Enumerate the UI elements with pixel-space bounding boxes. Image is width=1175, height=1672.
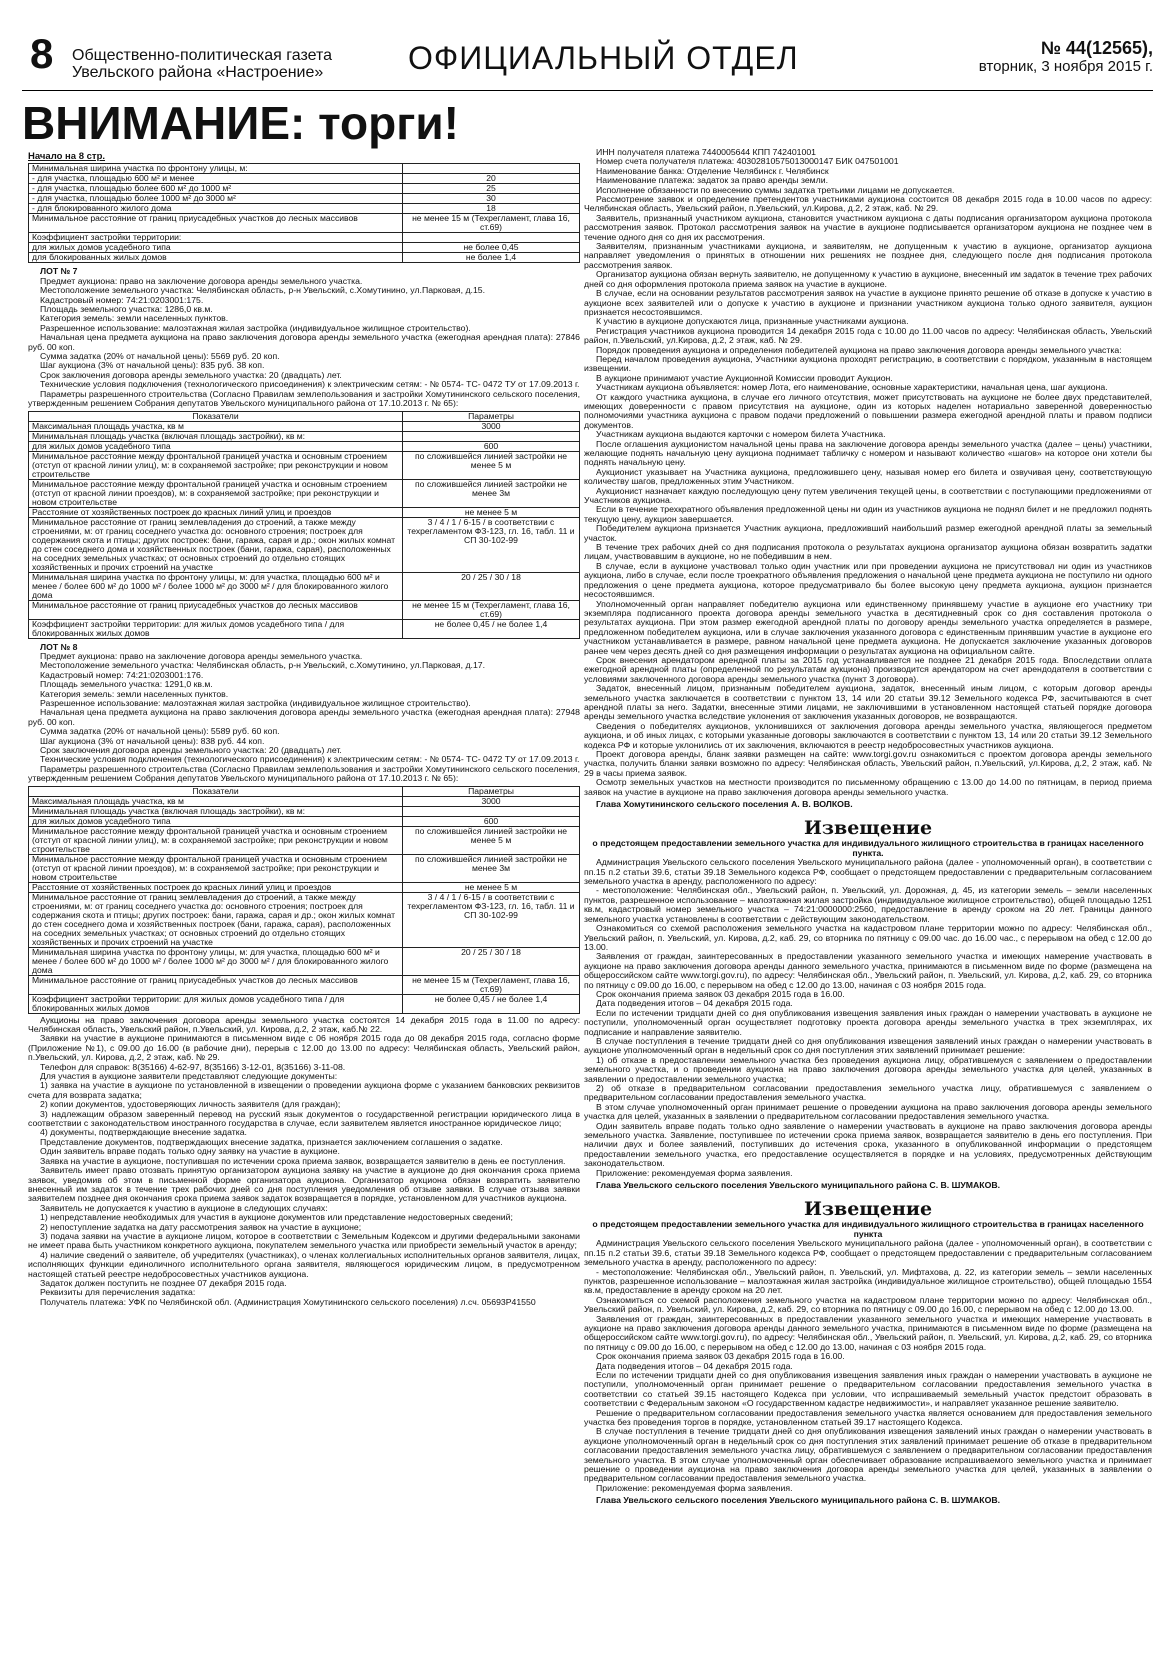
notice-2-paragraph: Заявления от граждан, заинтересованных в предоставлении указанного земельного участка и имеющих намерение участвовать в аукционе на право заключения договора аренды данного земельного участка, принимаются в письменном виде по форме (размещена на общероссийском сайте www.torgi.gov.ru), по адресу: Челябинская обл., Увельский район, п. Увельский, ул. Кирова, д.2, каб. 29, со вторника по пятницу с 09.00 до 16.00, с перерывом на обед с 12.00 до 13.00, начиная с 03 ноября 2015 года. (584, 1313, 1152, 1352)
terms-paragraph: 4) наличие сведений о заявителе, об учредителях (участниках), о членах коллегиальных исполнительных органов заявителя, лицах, исполняющих функции единоличного исполнительного органа заявителя, являющегося юридическим лицом, в предусмотренном настоящей статьей реестре недобросовестных участников аукциона. (28, 1249, 580, 1279)
procedure-paragraph: Наименование банка: Отделение Челябинск г. Челябинск (596, 165, 829, 176)
page-number: 8 (30, 30, 54, 77)
issue-number: № 44(12565), (1040, 38, 1153, 58)
lot7-paragraph: Начальная цена предмета аукциона на право заключения договора аренды земельного участка (ежегодная арендная плата): 27846 руб. 00 коп. (28, 332, 580, 352)
lot8-paragraph: Срок заключения договора аренды земельного участка: 20 (двадцать) лет. (40, 744, 342, 755)
param-value: по сложившейся линией застройки не менее 5 м (403, 826, 580, 854)
lot7-paragraph: Параметры разрешенного строительства (Согласно Правилам землепользования и застройки Хомутининского сельского поселения, утвержденным решением Собрания депутатов Увельского муниципального района от 17.10.2013 г. № 65): (28, 388, 580, 409)
procedure-paragraph: Аукционист назначает каждую последующую цену путем увеличения текущей цены, в соответствии с поступающими предложениями от Участников аукциона. (584, 485, 1152, 506)
notice-1-paragraph: 1) об отказе в предоставлении земельного участка без проведения аукциона лицу, обратившемуся с заявлением о предоставлении земельного участка, и о проведении аукциона на право заключения договора аренды земельного участка для целей, указанных в заявлении о предоставлении земельного участка; (584, 1054, 1152, 1084)
notice-2-paragraph: Срок окончания приема заявок 03 декабря 2015 года в 16.00. (596, 1351, 845, 1362)
param-value: 600 (403, 816, 580, 826)
auction-terms (28, 1016, 580, 1308)
param-value: 3 / 4 / 1 / 6-15 / в соответствии с техрегламентом ФЗ-123, гл. 16, табл. 11 и СП 30-102-99 (403, 892, 580, 947)
lot7-title: ЛОТ № 7 (40, 266, 78, 277)
lot7-paragraph: Местоположение земельного участка: Челябинская область, р-н Увельский, с.Хомутинино, ул.Парковая, д.15. (40, 285, 486, 296)
param-value (403, 431, 580, 441)
notice-2-paragraph: Решение о предварительном согласовании предоставления земельного участка является основанием для предоставления земельного участка без проведения торгов в порядке, установленном статьей 39.17 настоящего Кодекса. (584, 1407, 1152, 1427)
terms-paragraph: Аукционы на право заключения договора аренды земельного участка состоятся 14 декабря 2015 года в 11.00 по адресу: Челябинская область, Увельский район, п.Увельский, ул. Кирова, д.2, 2 этаж, каб.№ 22. (28, 1014, 580, 1034)
table-row (29, 479, 580, 507)
lot8-details (28, 652, 580, 784)
procedure-paragraph: В случае, если в аукционе участвовал только один участник или при проведении аукциона не присутствовал ни один из участников аукциона, либо в случае, если после троекратного объявления предложения о начальной цене предмета аукциона не поступило ни одного предложения о цене предмета аукциона, которое предусматривало бы более высокую цену предмета аукциона, аукцион признается несостоявшимся. (584, 560, 1152, 600)
param-name: - для участка, площадью более 1000 м² до 3000 м² (29, 194, 403, 204)
param-name: Минимальное расстояние от границ приусадебных участков до лесных массивов (29, 600, 403, 619)
notice-1-title: Извещение (803, 817, 933, 840)
param-name: Минимальная площадь участка (включая площадь застройки), кв м: (29, 806, 403, 816)
procedure-paragraph: После оглашения аукционистом начальной цены права на заключение договора аренды земельного участка (далее – цены) участники, желающие поднять начальную цену аукциона поднимает табличку с номером и называют количество «шагов» на которое они хотели бы поднять начальную цену. (584, 438, 1152, 468)
terms-paragraph: Реквизиты для перечисления задатка: (40, 1287, 196, 1298)
paper-name (72, 47, 332, 81)
param-name: для жилых домов усадебного типа (29, 243, 403, 253)
param-name: Коэффициент застройки территории: для жилых домов усадебного типа / для блокированных жилых домов (29, 619, 403, 638)
lot7-paragraph: Площадь земельного участка: 1286,0 кв.м. (40, 304, 213, 315)
terms-paragraph: Задаток должен поступить не позднее 07 декабря 2015 года. (40, 1277, 287, 1288)
procedure-paragraph: Порядок проведения аукциона и определения победителей аукциона на право заключения договора аренды земельного участка: (596, 344, 1122, 355)
table-row (29, 431, 580, 441)
lot7-details (28, 277, 580, 409)
table-row (29, 600, 580, 619)
table-head-indicator: Показатели (29, 786, 403, 796)
terms-paragraph: Заявки на участие в аукционе принимаются в письменном виде с 06 ноября 2015 года до 08 декабря 2015 года, согласно форме (Приложение №1), с 09.00 до 16.00 (в рабочие дни), перерыв с 12.00 до 13.00 по адресу: Челябинская область, Увельский район, п.Увельский, ул. Кирова, д.2, 2 этаж, каб. № 29. (28, 1033, 580, 1063)
left-column (28, 152, 580, 1664)
lot8-paragraph: Кадастровый номер: 74:21:0203001:176. (40, 669, 204, 680)
param-value: 20 / 25 / 30 / 18 (403, 572, 580, 600)
procedure-paragraph: Заявитель, признанный участником аукциона, становится участником аукциона с даты подписания организатором аукциона протокола рассмотрения заявок. Протокол рассмотрения заявок на участие в аукционе подписывается организатором аукциона не позднее чем в течение одного дня со дня их рассмотрения. (584, 212, 1152, 242)
table-row (29, 806, 580, 816)
table-row (29, 572, 580, 600)
terms-paragraph: Получатель платежа: УФК по Челябинской обл. (Администрация Хомутининского сельского поселения) л.сч. 05693Р41550 (40, 1296, 536, 1307)
table-row (29, 947, 580, 975)
param-name: Минимальное расстояние между фронтальной границей участка и основным строением (отступ от красной линии проездов), м: в сохраняемой застройке; при реконструкции и новом строительстве (29, 479, 403, 507)
lot7-paragraph: Сумма задатка (20% от начальной цены): 5569 руб. 20 коп. (40, 351, 280, 362)
page-header (0, 0, 1175, 92)
param-value: не более 1,4 (403, 253, 580, 263)
param-name: для жилых домов усадебного типа (29, 816, 403, 826)
lot7-paragraph: Шаг аукциона (3% от начальной цены): 835 руб. 38 коп. (40, 360, 265, 371)
notice-2-paragraph: Ознакомиться со схемой расположения земельного участка на кадастровом плане территории можно по адресу: Челябинская обл., Увельский район, п. Увельский, ул. Кирова, д.2, каб. 29, со вторника по пятницу с 09.00 до 16.00, с перерывом на обед с 12.00 до 13.00. (584, 1294, 1152, 1315)
param-name: Максимальная площадь участка, кв м (29, 796, 403, 806)
procedure-paragraph: Наименование платежа: задаток за право аренды земли. (596, 175, 828, 186)
table-row (29, 854, 580, 882)
table-row (29, 882, 580, 892)
param-value: 3000 (403, 421, 580, 431)
notice-1-signature: Глава Увельского сельского поселения Увельского муниципального района С. В. ШУМАКОВ. (596, 1180, 1001, 1191)
notice-1-body (584, 858, 1152, 1178)
procedure-paragraph: От каждого участника аукциона, в случае его личного отсутствия, может присутствовать на аукционе не более двух представителей, имеющих доверенности с правом присутствия на аукционе, один из которых наделен нотариально заверенной доверенностью полномочиями участника аукциона с правом подачи предложений о повышении размера ежегодной арендной платы и правом подписи документов. (584, 391, 1152, 430)
param-name: - для блокированного жилого дома (29, 204, 403, 214)
signature-volkov: Глава Хомутининского сельского поселения А. В. ВОЛКОВ. (596, 799, 853, 810)
terms-paragraph: 2) копии документов, удостоверяющих личность заявителя (для граждан); (40, 1099, 341, 1110)
procedure-paragraph: В течение трех рабочих дней со дня подписания протокола о результатах аукциона организатор аукциона обязан возвратить задатки лицам, участвовавшим в аукционе, но не победившим в нем. (584, 542, 1152, 562)
param-value: не менее 15 м (Техрегламент, глава 16, ст.69) (403, 975, 580, 994)
param-value: не менее 5 м (403, 882, 580, 892)
lot8-paragraph: Местоположение земельного участка: Челябинская область, р-н Увельский, с.Хомутинино, ул.Парковая, д.17. (40, 660, 486, 671)
terms-paragraph: 4) документы, подтверждающие внесение задатка. (40, 1127, 247, 1138)
terms-paragraph: Заявитель не допускается к участию в аукционе в следующих случаях: (40, 1202, 328, 1213)
lot8-paragraph: Параметры разрешенного строительства (Согласно Правилам землепользования и застройки Хомутининского сельского поселения, утвержденным решением Собрания депутатов Увельского муниципального района от 17.10.2013 г. № 65): (28, 763, 580, 784)
table-row (29, 507, 580, 517)
procedure-paragraph: Участникам аукциона объявляется: номер Лота, его наименование, основные характеристики, начальная цена, шаг аукциона. (596, 382, 1108, 393)
lot8-paragraph: Начальная цена предмета аукциона на право заключения договора аренды земельного участка (ежегодная арендная плата): 27948 руб. 00 коп. (28, 707, 580, 727)
param-name: Расстояние от хозяйственных построек до красных линий улиц и проездов (29, 507, 403, 517)
param-name: Максимальная площадь участка, кв м (29, 421, 403, 431)
terms-paragraph: Заявка на участие в аукционе, поступившая по истечении срока приема заявок, возвращается заявителю в день ее поступления. (40, 1155, 566, 1166)
notice-2-paragraph: Администрация Увельского сельского поселения Увельского муниципального района (далее - уполномоченный орган), в соответствии с пп.15 п.2 статьи 39.6, статьи 39.18 Земельного кодекса РФ, сообщает о предстоящем предоставлении с предварительным согласованием земельного участка в аренду, расположенного по адресу: (584, 1238, 1152, 1268)
lot7-paragraph: Предмет аукциона: право на заключение договора аренды земельного участка. (40, 275, 363, 286)
lot7-paragraph: Срок заключения договора аренды земельного участка: 20 (двадцать) лет. (40, 369, 342, 380)
table-row (29, 517, 580, 572)
param-name: Минимальное расстояние от границ приусадебных участков до лесных массивов (29, 214, 403, 233)
table-row (29, 892, 580, 947)
table-row (29, 194, 580, 204)
procedure-paragraph: Номер счета получателя платежа: 40302810575013000147 БИК 047501001 (596, 156, 899, 167)
table-row (29, 174, 580, 184)
param-value: по сложившейся линией застройки не менее 3м (403, 854, 580, 882)
issue-date: вторник, 3 ноября 2015 г. (978, 58, 1153, 75)
table-head-params: Параметры (403, 786, 580, 796)
param-value: 3 / 4 / 1 / 6-15 / в соответствии с техрегламентом ФЗ-123, гл. 16, табл. 11 и СП 30-102-99 (403, 517, 580, 572)
table-row (29, 214, 580, 233)
table-row (29, 421, 580, 431)
lot7-params-table (28, 411, 580, 639)
notice-1-paragraph: Дата подведения итогов – 04 декабря 2015 года. (596, 998, 793, 1009)
lot8-paragraph: Разрешенное использование: малоэтажная жилая застройка (индивидуальное жилищное строительство). (40, 697, 471, 708)
param-value: не менее 15 м (Техрегламент, глава 16, ст.69) (403, 600, 580, 619)
table-row (29, 451, 580, 479)
notice-1-paragraph: Ознакомиться со схемой расположения земельного участка на кадастровом плане территории можно по адресу: Челябинская обл., Увельский район, п. Увельский, ул. Кирова, д.2, каб. 29, со вторника по пятницу с 09.00 час. до 16.00 час., с перерывом на обед с 12.00 до 13.00. (584, 923, 1152, 952)
lot8-params-table (28, 786, 580, 1014)
lot8-paragraph: Категория земель: земли населенных пунктов. (40, 688, 229, 699)
param-value: 20 (403, 174, 580, 184)
auction-procedure (584, 148, 1152, 797)
param-value: не менее 5 м (403, 507, 580, 517)
table-row (29, 816, 580, 826)
procedure-paragraph: Заявителям, признанным участниками аукциона, и заявителям, не допущенным к участию в аукционе, организатор аукциона направляет уведомления о принятых в отношении них решениях не позднее дня, следующего после дня подписания протокола рассмотрения заявок. (584, 241, 1152, 270)
param-value (403, 164, 580, 174)
notice-1-paragraph: Приложение: рекомендуемая форма заявления. (596, 1167, 793, 1178)
lot8-paragraph: Площадь земельного участка: 1291,0 кв.м. (40, 679, 213, 690)
param-name: Минимальная ширина участка по фронтону улицы, м: для участка, площадью 600 м² и менее / более 600 м² до 1000 м² / более 1000 м² до 3000 м² / для блокированного жилого дома (29, 947, 403, 975)
param-value: не более 0,45 / не более 1,4 (403, 994, 580, 1013)
param-value: не более 0,45 (403, 243, 580, 253)
param-name: для блокированных жилых домов (29, 253, 403, 263)
table-row (29, 243, 580, 253)
lot8-paragraph: Предмет аукциона: право на заключение договора аренды земельного участка. (40, 650, 363, 661)
notice-1-subtitle: о предстоящем предоставлении земельного участка для индивидуального жилищного строительства в границах населенного пункта. (592, 838, 1144, 858)
lot8-paragraph: Сумма задатка (20% от начальной цены): 5589 руб. 60 коп. (40, 726, 280, 737)
notice-2-paragraph: Если по истечении тридцати дней со дня опубликования извещения заявления иных граждан о намерении участвовать в аукционе не поступили, уполномоченный орган принимает решение о предварительном согласовании предоставления земельного участка в соответствии со статьей 39.15 настоящего Кодекса при условии, что испрашиваемый земельный участок предстоит образовать в соответствии с Федеральным законом «О государственном кадастре недвижимости», и направляет указанное решение заявителю. (584, 1369, 1152, 1409)
procedure-paragraph: Если в течение трехкратного объявления предложенной цены ни один из участников аукциона не поднял билет и не предложил поднять текущую цену, аукцион завершается. (584, 504, 1152, 524)
terms-paragraph: Заявитель имеет право отозвать принятую организатором аукциона заявку на участие в аукционе до дня окончания срока приема заявок, уведомив об этом в письменной форме организатора аукциона. Организатор аукциона обязан возвратить заявителю внесенный им задаток в течение трех рабочих дней со дня поступления уведомления об отзыве заявки. В случае отзыва заявки заявителем позднее дня окончания срока приема заявок задаток возвращается в порядке, установленном для участников аукциона. (28, 1165, 580, 1204)
param-name: Минимальное расстояние от границ землевладения до строений, а также между строениями, м: от границ соседнего участка до: основного строения; построек для содержания скота и птицы; других построек: бани, гаража, сарая и др.; окон жилых комнат до стен соседнего дома и хозяйственных построек (бани, гаража, сарая), расположенных на соседних земельных участках; от основных строений до отдельно стоящих хозяйственных и прочих строений на участке (29, 892, 403, 947)
param-name: - для участка, площадью 600 м² и менее (29, 174, 403, 184)
param-name: Минимальное расстояние от границ землевладения до строений, а также между строениями, м: от границ соседнего участка до: основного строения; построек для содержания скота и птицы; других построек: бани, гаража, сарая и др.; окон жилых комнат до стен соседнего дома и хозяйственных построек (бани, гаража, сарая), расположенных на соседних земельных участках; от основных строений до отдельно стоящих хозяйственных и прочих строений на участке (29, 517, 403, 572)
param-value (403, 233, 580, 243)
notice-2-paragraph: Дата подведения итогов – 04 декабря 2015 года. (596, 1360, 793, 1371)
procedure-paragraph: Регистрация участников аукциона проводится 14 декабря 2015 года с 10.00 до 11.00 часов по адресу: Челябинская область, Увельский район, п.Увельский, ул.Кирова, д.2, 2 этаж, каб. № 29. (584, 325, 1152, 346)
lot7-paragraph: Категория земель: земли населенных пунктов. (40, 313, 229, 324)
notice-2 (584, 1198, 1152, 1505)
table-row (29, 994, 580, 1013)
param-name: Минимальная ширина участка по фронтону улицы, м: (29, 164, 403, 174)
param-value: 20 / 25 / 30 / 18 (403, 947, 580, 975)
param-value: 3000 (403, 796, 580, 806)
param-value: по сложившейся линией застройки не менее 3м (403, 479, 580, 507)
procedure-paragraph: В случае, если на основании результатов рассмотрения заявок на участие в аукционе принято решение об отказе в допуске к участию в аукционе всех заявителей или о допуске к участию в аукционе и признании участником аукциона только одного заявителя, аукцион признается несостоявшимся. (584, 288, 1152, 317)
notice-1-paragraph: Заявления от граждан, заинтересованных в предоставлении указанного земельного участка и имеющих намерение участвовать в аукционе на право заключения договора аренды данного земельного участка, принимаются в письменном виде по форме (размещена на общероссийском сайте www.torgi.gov.ru), по адресу: Челябинская обл., Увельский район, п. Увельский, ул. Кирова, д.2, каб. 29, со вторника по пятницу с 09.00 до 16.00, с перерывом на обед с 12.00 до 13.00, начиная с 03 ноября 2015 года. (584, 951, 1152, 990)
param-value: 25 (403, 184, 580, 194)
terms-paragraph: 3) надлежащим образом заверенный перевод на русский язык документов о государственной регистрации юридического лица в соответствии с законодательством иностранного государства в случае, если заявителем является иностранное юридическое лицо; (28, 1108, 580, 1129)
procedure-paragraph: Организатор аукциона обязан вернуть заявителю, не допущенному к участию в аукционе, внесенный им задаток в течение трех рабочих дней со дня оформления протокола приема заявок на участие в аукционе. (584, 269, 1152, 289)
terms-paragraph: Телефон для справок: 8(35166) 4-62-97, 8(35166) 3-12-01, 8(35166) 3-11-08. (40, 1061, 346, 1072)
continued-link[interactable]: Начало на 8 стр. (28, 152, 106, 162)
procedure-paragraph: Рассмотрение заявок и определение претендентов участниками аукциона состоится 08 декабря 2015 года в 10.00 часов по адресу: Челябинская область, Увельский район, п.Увельский, ул.Кирова, д.2, 2 этаж, каб. № 29. (584, 194, 1152, 214)
notice-2-paragraph: В случае поступления в течение тридцати дней со дня опубликования извещения заявлений иных граждан о намерении участвовать в аукционе уполномоченный орган в недельный срок со дня поступления этих заявлений принимает решение об отказе в предварительном согласовании предоставления земельного участка лицу, обратившемуся с заявлением о предварительном согласовании предоставления земельного участка. В этом случае уполномоченный орган обеспечивает образование испрашиваемого земельного участка и принимает решение о проведении аукциона на право заключения договора аренды земельного участка для целей, указанных в заявлении о предварительном согласовании предоставления земельного участка. (584, 1426, 1152, 1484)
terms-paragraph: Представление документов, подтверждающих внесение задатка, признается заключением соглашения о задатке. (40, 1136, 503, 1147)
terms-paragraph: Один заявитель вправе подать только одну заявку на участие в аукционе. (40, 1146, 340, 1157)
procedure-paragraph: Победителем аукциона признается Участник аукциона, предложивший наибольший размер ежегодной арендной платы за земельный участок. (584, 523, 1152, 543)
procedure-paragraph: В аукционе принимают участие Аукционной Комиссии проводит Аукцион. (596, 372, 893, 383)
table-row (29, 233, 580, 243)
param-value: 30 (403, 194, 580, 204)
lot7-paragraph: Технические условия подключения (технологического присоединения) к электрическим сетям: - № 0574- ТС- 0472 ТУ от 17.09.2013 г. (40, 379, 580, 390)
lot8-paragraph: Шаг аукциона (3% от начальной цены): 838 руб. 44 коп. (40, 735, 265, 746)
terms-paragraph: 2) непоступление задатка на дату рассмотрения заявок на участие в аукционе; (40, 1221, 362, 1232)
top-params-table (28, 163, 580, 263)
param-value: не более 0,45 / не более 1,4 (403, 619, 580, 638)
table-head-indicator: Показатели (29, 411, 403, 421)
procedure-paragraph: Уполномоченный орган направляет победителю аукциона или единственному принявшему участие в аукционе его участнику три экземпляра подписанного проекта договора аренды земельного участка в десятидневный срок со дня составления протокола о результатах аукциона. При этом размер ежегодной арендной платы по договору аренды земельного участка определяется в размере, предложенном победителем аукциона, или в случае заключения указанного договора с единственным принявшим участие в аукционе его участником устанавливается в размере, равном начальной цене предмета аукциона. Не допускается заключение указанных договоров ранее чем через десять дней со дня размещения информации о результатах аукциона на официальном сайте. (584, 598, 1152, 656)
param-name: для жилых домов усадебного типа (29, 441, 403, 451)
terms-paragraph: 1) непредставление необходимых для участия в аукционе документов или представление недостоверных сведений; (40, 1212, 513, 1223)
procedure-paragraph: К участию в аукционе допускаются лица, признанные участниками аукциона. (596, 316, 909, 327)
param-name: - для участка, площадью более 600 м² до 1000 м² (29, 184, 403, 194)
param-name: Минимальное расстояние между фронтальной границей участка и основным строением (отступ от красной линии улиц), м: в сохраняемой застройке; при реконструкции и новом строительстве (29, 826, 403, 854)
param-value: по сложившейся линией застройки не менее 5 м (403, 451, 580, 479)
paper-name-line1: Общественно-политическая газета (72, 47, 333, 64)
param-name: Минимальная площадь участка (включая площадь застройки), кв м: (29, 431, 403, 441)
notice-2-paragraph: Приложение: рекомендуемая форма заявления. (596, 1482, 793, 1493)
table-row (29, 796, 580, 806)
table-row (29, 253, 580, 263)
procedure-paragraph: Срок внесения арендатором арендной платы за 2015 год устанавливается не позднее 21 декабря 2015 года. Впоследствии оплата ежегодной арендной платы (определенной по результатам аукциона) производится арендатором на счет арендодателя в соответствии с условиями заключенного договора аренды земельного участка (пункт 3 договора). (584, 654, 1152, 684)
param-name: Коэффициент застройки территории: для жилых домов усадебного типа / для блокированных жилых домов (29, 994, 403, 1013)
procedure-paragraph: Задаток, внесенный лицом, признанным победителем аукциона, задаток, внесенный иным лицом, с которым договор аренды земельного участка заключается в соответствии с пунктом 13, 14 или 20 статьи 39.12 Земельного кодекса РФ, засчитываются в счет арендной платы за него. Задатки, внесенные этими лицами, не заключившими в установленном настоящей статьей порядке договора аренды земельного участка вследствие уклонения от заключения указанных договоров, не возвращаются. (584, 683, 1152, 722)
param-name: Минимальное расстояние от границ приусадебных участков до лесных массивов (29, 975, 403, 994)
notice-1-paragraph: В случае поступления в течение тридцати дней со дня опубликования извещения заявлений иных граждан о намерении участвовать в аукционе уполномоченный орган в недельный срок со дня поступления этих заявлений принимает решение: (584, 1035, 1152, 1056)
header-rule (22, 90, 1153, 91)
headline: ВНИМАНИЕ: торги! (22, 97, 459, 149)
table-row (29, 184, 580, 194)
table-row (29, 619, 580, 638)
terms-paragraph: 1) заявка на участие в аукционе по установленной в извещении о проведении аукциона форме с указанием банковских реквизитов счета для возврата задатка; (28, 1080, 580, 1100)
notice-1 (584, 817, 1152, 1190)
param-name: Расстояние от хозяйственных построек до красных линий улиц и проездов (29, 882, 403, 892)
param-value: 18 (403, 204, 580, 214)
right-column (584, 148, 1152, 1664)
notice-1-paragraph: - местоположение: Челябинская обл., Увельский район, п. Увельский, ул. Дорожная, д. 45, из категории земель – земли населенных пунктов, разрешенное использование – малоэтажная жилая застройка (индивидуальное жилищное строительство), общей площадью 1251 кв.м, кадастровый номер земельного участка – 74:21:0000000:2560, предоставление в аренду сроком на 20 лет. Границы данного земельного участка установлены в соответствии с действующим законодательством. (584, 885, 1152, 924)
notice-1-paragraph: 2) об отказе в предварительном согласовании предоставления земельного участка лицу, обратившемуся с заявлением о предварительном согласовании предоставления земельного участка. (584, 1083, 1152, 1103)
procedure-paragraph: Участникам аукциона выдаются карточки с номером билета Участника. (596, 429, 886, 440)
param-name: Минимальная ширина участка по фронтону улицы, м: для участка, площадью 600 м² и менее / более 600 м² до 1000 м² / более 1000 м² до 3000 м² / для блокированного жилого дома (29, 572, 403, 600)
paper-name-line2: Увельского района «Настроение» (72, 64, 324, 81)
lot8-paragraph: Технические условия подключения (технологического присоединения) к электрическим сетям: - № 0574- ТС- 0472 ТУ от 17.09.2013 г. (40, 754, 580, 765)
param-name: Минимальное расстояние между фронтальной границей участка и основным строением (отступ от красной линии улиц), м: в сохраняемой застройке; при реконструкции и новом строительстве (29, 451, 403, 479)
table-row (29, 204, 580, 214)
notice-1-paragraph: В этом случае уполномоченный орган принимает решение о проведении аукциона на право заключения договора аренды земельного участка для целей, указанных в заявлении о предварительном согласовании предоставления земельного участка. (584, 1101, 1152, 1122)
table-head-params: Параметры (403, 411, 580, 421)
procedure-paragraph: Исполнение обязанности по внесению суммы задатка третьими лицами не допускается. (596, 184, 955, 195)
terms-paragraph: Для участия в аукционе заявители представляют следующие документы: (40, 1071, 338, 1082)
procedure-paragraph: Осмотр земельных участков на местности производится по письменному обращению с 13.00 до 14.00 по пятницам, в период приема заявок на участие в аукционе на право заключения договора аренды земельного участка. (584, 777, 1152, 797)
lot7-paragraph: Разрешенное использование: малоэтажная жилая застройка (индивидуальное жилищное строительство). (40, 322, 471, 333)
notice-1-paragraph: Если по истечении тридцати дней со дня опубликования извещения заявления иных граждан о намерении участвовать в аукционе не поступили, уполномоченный орган осуществляет подготовку проекта договора аренды земельного участка в трех экземплярах, их подписание и направление заявителю. (584, 1007, 1152, 1037)
section-title: ОФИЦИАЛЬНЫЙ ОТДЕЛ (408, 40, 799, 76)
notice-2-paragraph: - местоположение: Челябинская обл., Увельский район, п. Увельский, ул. Мифтахова, д. 22, из категории земель – земли населенных пунктов, разрешенное использование – малоэтажная жилая застройка (индивидуальное жилищное строительство), общей площадью 1554 кв.м, предоставление в аренду сроком на 20 лет. (584, 1266, 1152, 1296)
param-name: Коэффициент застройки территории: (29, 233, 403, 243)
notice-2-subtitle: о предстоящем предоставлении земельного участка для индивидуального жилищного строительства в границах населенного пункта (592, 1219, 1144, 1239)
param-value: 600 (403, 441, 580, 451)
procedure-paragraph: ИНН получателя платежа 7440005644 КПП 742401001 (596, 148, 817, 157)
lot8-title: ЛОТ № 8 (40, 641, 78, 652)
procedure-paragraph: Сведения о победителях аукционов, уклонившихся от заключения договора аренды земельного участка, являющегося предметом аукциона, и об иных лицах, с которыми указанные договоры заключаются в соответствии с пунктом 13, 14 или 20 статьи 39.12 Земельного кодекса РФ и которые уклонились от их заключения, включаются в реестр недобросовестных участников аукциона. (584, 720, 1152, 750)
table-row (29, 826, 580, 854)
terms-paragraph: 3) подача заявки на участие в аукционе лицом, которое в соответствии с Земельным Кодексом и другими федеральными законами не имеет права быть участником конкретного аукциона, покупателем земельного участка или приобрести земельный участок в аренду; (28, 1230, 580, 1251)
table-row (29, 975, 580, 994)
table-row (29, 441, 580, 451)
param-value: не менее 15 м (Техрегламент, глава 16, ст.69) (403, 214, 580, 233)
procedure-paragraph: Аукционист указывает на Участника аукциона, предложившего цену, называя номер его билета и озвучивая цену, соответствующую количеству шагов, предложенных этим Участником. (584, 466, 1152, 487)
notice-2-title: Извещение (803, 1198, 933, 1221)
notice-1-paragraph: Один заявитель вправе подать только одно заявление о намерении участвовать в аукционе на право заключения договора аренды земельного участка. Заявление, поступившее по истечении срока приема заявок, возвращается заявителю в день его поступления. При наличии двух и более заявлений, поступивших до истечения срока, указанного в опубликованной информации о предстоящем предоставлении земельного участка, его предоставление осуществляется в порядке и на условиях, предусмотренных действующим законодательством. (584, 1120, 1152, 1169)
table-row (29, 164, 580, 174)
notice-1-paragraph: Срок окончания приема заявок 03 декабря 2015 года в 16.00. (596, 988, 845, 999)
procedure-paragraph: Проект договора аренды, бланк заявки размещен на сайте: www.torgi.gov.ru ознакомиться с проектом договора аренды земельного участка, получить бланки заявки возможно по адресу: Челябинская область, Увельский район, п.Увельский, ул.Кирова, д.2, 2 этаж, каб. № 29 в часы приема заявок. (584, 749, 1152, 778)
procedure-paragraph: Перед началом проведения аукциона, Участники аукциона проходят регистрацию, в соответствии с порядком, указанным в настоящем извещении. (584, 353, 1152, 374)
param-value (403, 806, 580, 816)
lot7-paragraph: Кадастровый номер: 74:21:0203001:175. (40, 294, 204, 305)
param-name: Минимальное расстояние между фронтальной границей участка и основным строением (отступ от красной линии проездов), м: в сохраняемой застройке; при реконструкции и новом строительстве (29, 854, 403, 882)
notice-2-body (584, 1239, 1152, 1493)
notice-2-signature: Глава Увельского сельского поселения Увельского муниципального района С. В. ШУМАКОВ. (596, 1495, 1001, 1506)
notice-1-paragraph: Администрация Увельского сельского поселения Увельского муниципального района (далее - уполномоченный орган), в соответствии с пп.15 п.2 статьи 39.6, статьи 39.18 Земельного кодекса РФ, сообщает о предстоящем предоставлении с предварительным согласованием земельного участка в аренду, расположенного по адресу: (584, 857, 1152, 887)
